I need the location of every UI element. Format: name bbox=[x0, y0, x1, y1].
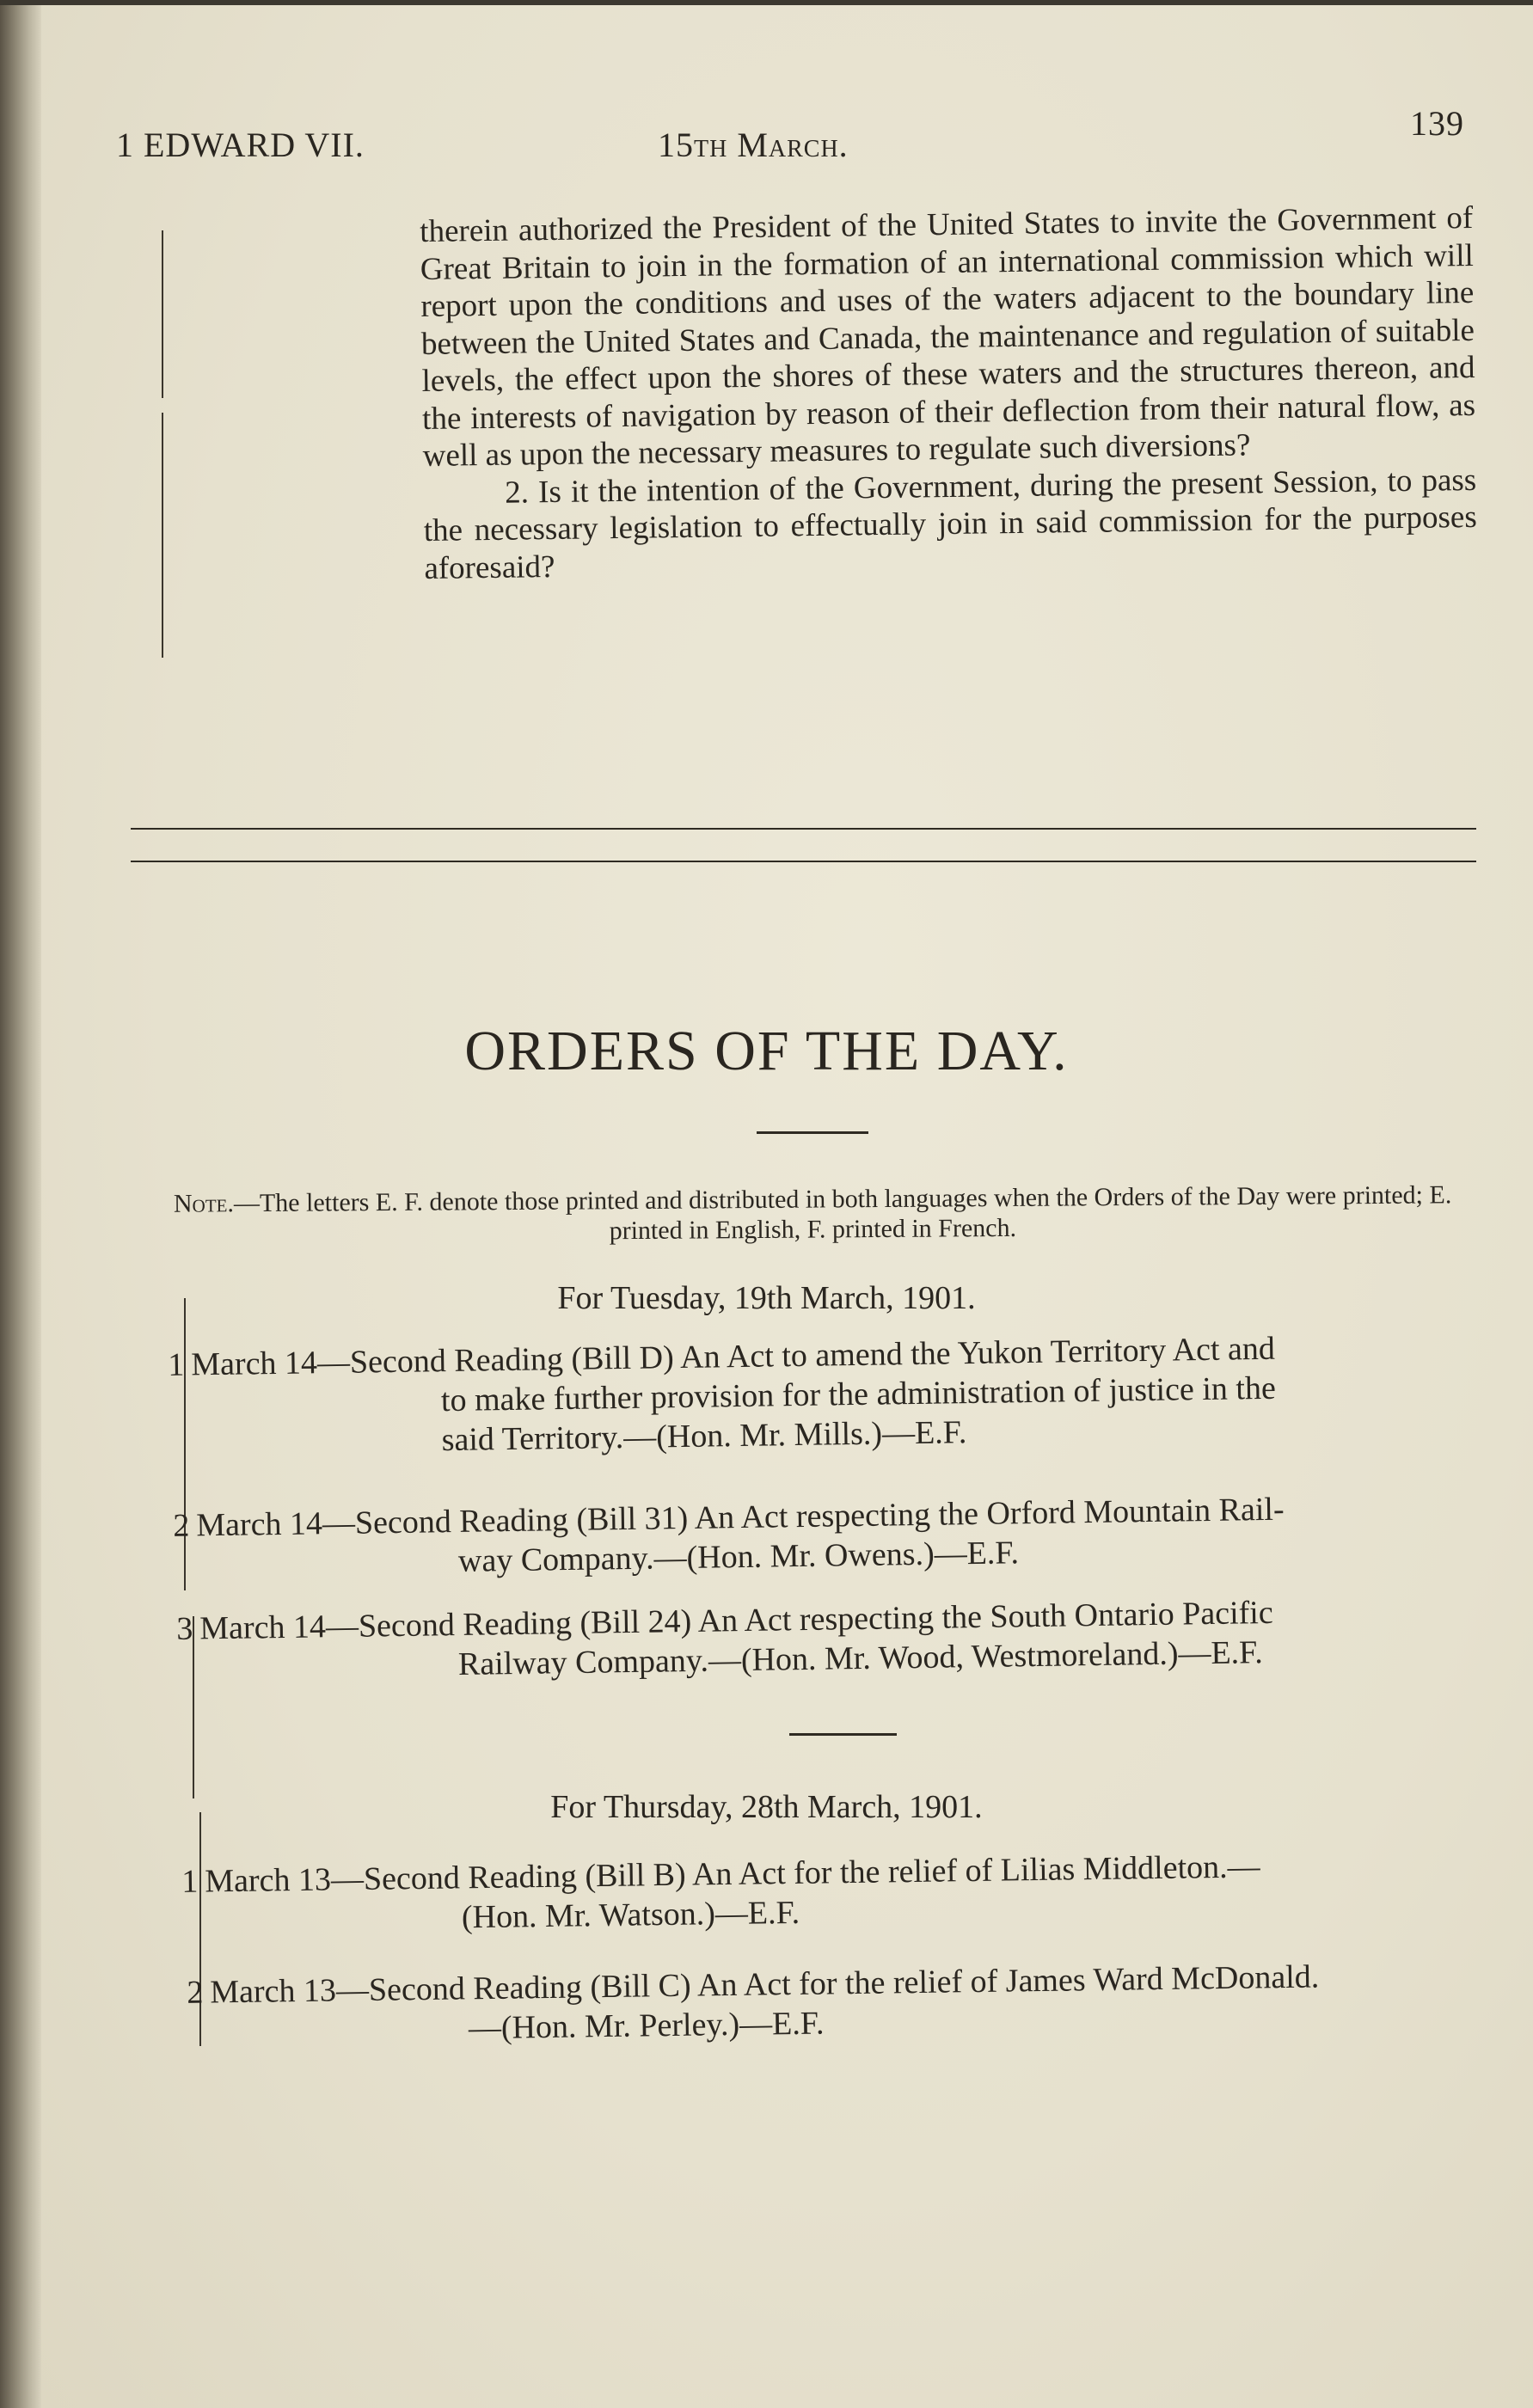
order-number: 3 bbox=[176, 1610, 193, 1647]
question-paragraph: 2. Is it the intention of the Government, during the present Session, to pass the necessary legislation to effectually join in said commission for the purposes aforesaid? bbox=[423, 462, 1478, 586]
order-line: March 14—Second Reading (Bill 24) An Act respecting the South Ontario Pacific bbox=[199, 1594, 1273, 1647]
note-label: Note. bbox=[173, 1189, 235, 1218]
order-line: March 14—Second Reading (Bill D) An Act to amend the Yukon Territory Act and bbox=[191, 1330, 1276, 1383]
order-number: 1 bbox=[181, 1863, 199, 1900]
page-header-date: 15th March. bbox=[658, 126, 849, 164]
order-line: way Company.—(Hon. Mr. Owens.)—E.F. bbox=[457, 1535, 1020, 1579]
day-separator-rule bbox=[789, 1733, 897, 1736]
question-text bbox=[420, 199, 1478, 587]
order-line: said Territory.—(Hon. Mr. Mills.)—E.F. bbox=[441, 1414, 967, 1459]
margin-rule bbox=[184, 1298, 186, 1590]
section-divider bbox=[131, 861, 1476, 862]
order-line: —(Hon. Mr. Perley.)—E.F. bbox=[468, 2005, 825, 2047]
order-line: March 13—Second Reading (Bill C) An Act for the relief of James Ward McDonald. bbox=[210, 1958, 1320, 2011]
order-number: 2 bbox=[187, 1974, 204, 2011]
note-text: —The letters E. F. denote those printed and distributed in both languages when the Orders of the Day were printed; E. printed in English, F. printed in French. bbox=[233, 1180, 1452, 1246]
page-number: 139 bbox=[1410, 104, 1464, 143]
order-line: March 14—Second Reading (Bill 31) An Act respecting the Orford Mountain Rail- bbox=[196, 1491, 1285, 1544]
section-divider bbox=[131, 828, 1476, 830]
order-line: March 13—Second Reading (Bill B) An Act for the relief of Lilias Middleton.— bbox=[205, 1848, 1260, 1900]
question-paragraph: therein authorized the President of the United States to invite the Government of Great Britain to join in the formation of an international commission which will report upon the conditions and uses of the waters adjacent to the boundary line between the United States and Canada, the maintenance and regulation of suitable levels, the effect upon the shores of these waters and the structures thereon, and the interests of navigation by reason of their deflection from their natural flow, as well as upon the necessary measures to regulate such diversions? bbox=[420, 199, 1476, 474]
day-heading: For Thursday, 28th March, 1901. bbox=[550, 1789, 983, 1825]
order-line: Railway Company.—(Hon. Mr. Wood, Westmoreland.)—E.F. bbox=[457, 1634, 1264, 1682]
section-title: ORDERS OF THE DAY. bbox=[464, 1020, 1069, 1082]
order-line: (Hon. Mr. Watson.)—E.F. bbox=[461, 1894, 800, 1936]
order-line: to make further provision for the administration of justice in the bbox=[440, 1369, 1277, 1419]
day-heading: For Tuesday, 19th March, 1901. bbox=[557, 1280, 976, 1316]
order-number: 1 bbox=[168, 1346, 185, 1383]
book-spine bbox=[0, 0, 41, 2408]
orders-note bbox=[142, 1179, 1483, 1249]
margin-rule bbox=[162, 413, 163, 658]
page-header-reign: 1 EDWARD VII. bbox=[116, 126, 365, 164]
order-number: 2 bbox=[173, 1507, 190, 1544]
title-rule bbox=[757, 1131, 868, 1134]
margin-rule bbox=[162, 230, 163, 398]
